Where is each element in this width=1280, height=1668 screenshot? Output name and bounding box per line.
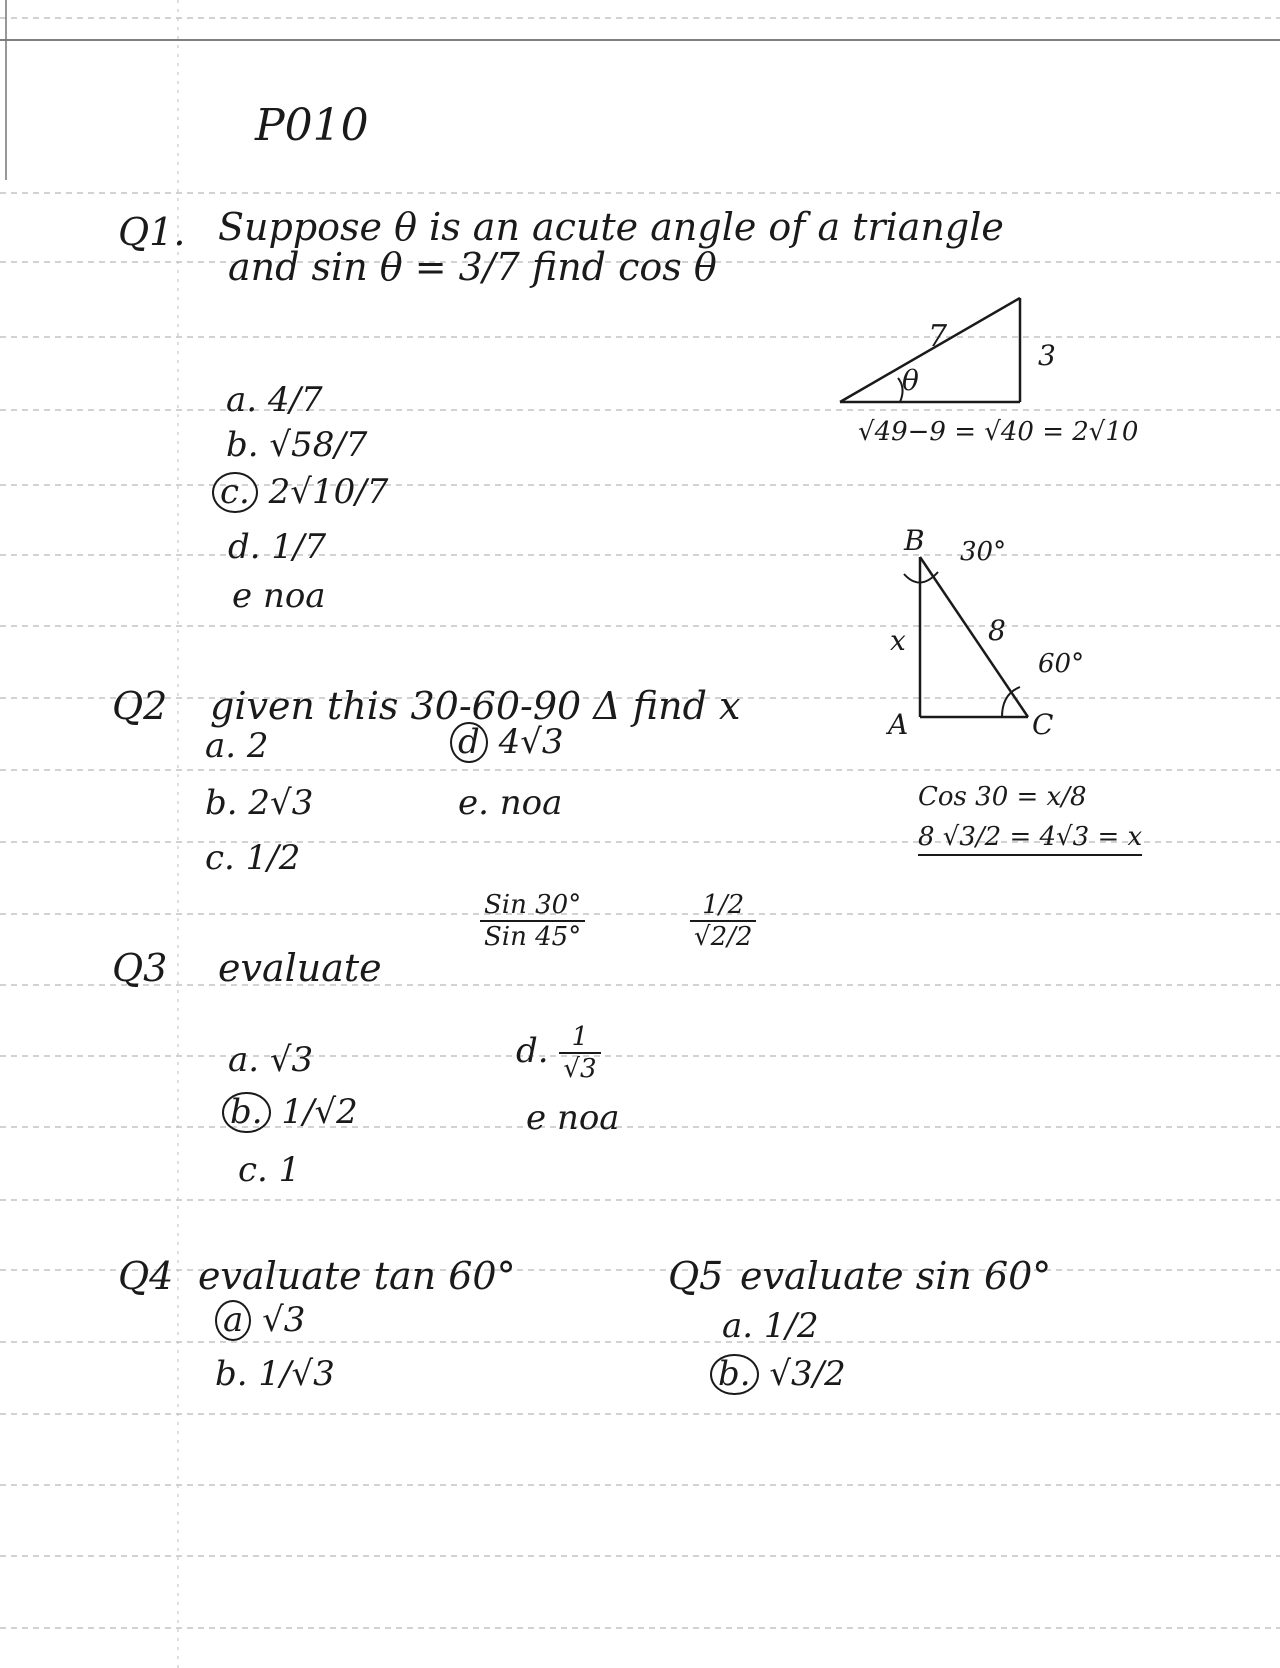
- q1-prompt-line1: Suppose θ is an acute angle of a triangle: [218, 205, 1004, 249]
- q2-side-label: x: [890, 624, 906, 657]
- q2-option-b: [205, 783, 313, 823]
- option-text: 2√10/7: [268, 472, 389, 512]
- option-letter: e.: [458, 783, 489, 823]
- option-text: 1/2: [245, 838, 301, 878]
- answer-circle: a: [215, 1300, 251, 1341]
- q4-label: Q4: [118, 1254, 174, 1298]
- option-text: 1/7: [271, 527, 327, 567]
- option-text: 1/√2: [281, 1092, 358, 1132]
- option-letter: e: [232, 576, 253, 616]
- q1-prompt-line2: and sin θ = 3/7 find cos θ: [228, 245, 717, 289]
- option-letter: a.: [205, 726, 237, 766]
- q2-vertex-c: C: [1032, 708, 1054, 741]
- q2-angle-60: 60°: [1038, 649, 1085, 679]
- q1-hyp-label: 7: [928, 319, 948, 354]
- q3-label: Q3: [112, 946, 168, 990]
- q3-numerator: Sin 30°: [480, 890, 585, 922]
- option-text: 2√3: [248, 783, 314, 823]
- q1-triangle-figure: [830, 290, 1230, 470]
- q4-option-a: [215, 1300, 305, 1341]
- q3-expression: [480, 890, 585, 952]
- q2-work-line2: 8 √3/2 = 4√3 = x: [918, 822, 1142, 856]
- q2-prompt: given this 30-60-90 Δ find x: [210, 684, 741, 728]
- q1-opp-label: 3: [1038, 339, 1056, 372]
- option-letter: e: [526, 1098, 547, 1138]
- option-text: noa: [556, 1098, 620, 1138]
- q1-label: Q1.: [118, 210, 186, 254]
- option-letter: d.: [516, 1031, 549, 1071]
- answer-circle: b.: [222, 1092, 271, 1133]
- option-letter: a.: [228, 1040, 260, 1080]
- answer-circle: b.: [710, 1354, 759, 1395]
- option-text: 2: [246, 726, 269, 766]
- q2-triangle-figure: [870, 522, 1110, 742]
- q2-option-c: [205, 838, 300, 878]
- option-text: 1: [278, 1150, 301, 1190]
- q3-option-c: [238, 1150, 300, 1190]
- option-letter: b.: [205, 783, 238, 823]
- q1-option-d: [228, 527, 326, 567]
- q2-option-e: [458, 783, 562, 823]
- q1-option-b: [226, 425, 367, 465]
- option-letter: a.: [722, 1306, 754, 1346]
- q3-option-b: [222, 1092, 358, 1133]
- q5-option-b: [710, 1354, 846, 1395]
- option-text: noa: [499, 783, 563, 823]
- q3-work-denominator: √2/2: [694, 922, 753, 952]
- option-letter: a.: [226, 380, 258, 420]
- answer-circle: d: [450, 722, 488, 763]
- option-text: noa: [262, 576, 326, 616]
- q1-angle-label: θ: [902, 364, 919, 397]
- q3-work: [690, 890, 756, 952]
- q2-hyp-label: 8: [988, 614, 1006, 647]
- q3-option-a: [228, 1040, 313, 1080]
- q4-prompt: evaluate tan 60°: [198, 1254, 516, 1298]
- q3-prompt: evaluate: [218, 946, 382, 990]
- answer-circle: c.: [212, 472, 258, 513]
- q2-work-line1: Cos 30 = x/8: [918, 782, 1087, 812]
- option-text: 1/2: [763, 1306, 819, 1346]
- option-text: √58/7: [269, 425, 368, 465]
- q2-option-a: [205, 726, 269, 766]
- option-denominator: √3: [563, 1054, 597, 1084]
- q2-vertex-b: B: [904, 524, 925, 557]
- option-text: √3/2: [769, 1354, 846, 1394]
- q1-option-e: [232, 576, 326, 616]
- option-letter: c.: [205, 838, 235, 878]
- option-text: 4√3: [498, 722, 564, 762]
- q1-option-c: [212, 472, 388, 513]
- q1-option-a: [226, 380, 323, 420]
- q2-label: Q2: [112, 684, 168, 728]
- option-text: √3: [269, 1040, 314, 1080]
- page-id: P010: [255, 100, 369, 151]
- q1-work: √49−9 = √40 = 2√10: [858, 417, 1139, 447]
- option-letter: b.: [226, 425, 259, 465]
- option-letter: b.: [215, 1354, 248, 1394]
- q2-angle-30: 30°: [960, 537, 1007, 567]
- option-letter: d.: [228, 527, 261, 567]
- option-letter: c.: [238, 1150, 268, 1190]
- q3-denominator: Sin 45°: [484, 922, 582, 952]
- q5-label: Q5: [668, 1254, 724, 1298]
- q3-option-e: [526, 1098, 620, 1138]
- option-text: 1/√3: [258, 1354, 335, 1394]
- q2-option-d: [450, 722, 564, 763]
- q4-option-b: [215, 1354, 335, 1394]
- q3-work-numerator: 1/2: [690, 890, 756, 922]
- q2-vertex-a: A: [888, 708, 909, 741]
- q5-option-a: [722, 1306, 819, 1346]
- option-text: √3: [262, 1300, 306, 1340]
- option-text: 4/7: [267, 380, 323, 420]
- option-numerator: 1: [559, 1022, 600, 1054]
- q3-option-d: [516, 1022, 601, 1084]
- q5-prompt: evaluate sin 60°: [740, 1254, 1052, 1298]
